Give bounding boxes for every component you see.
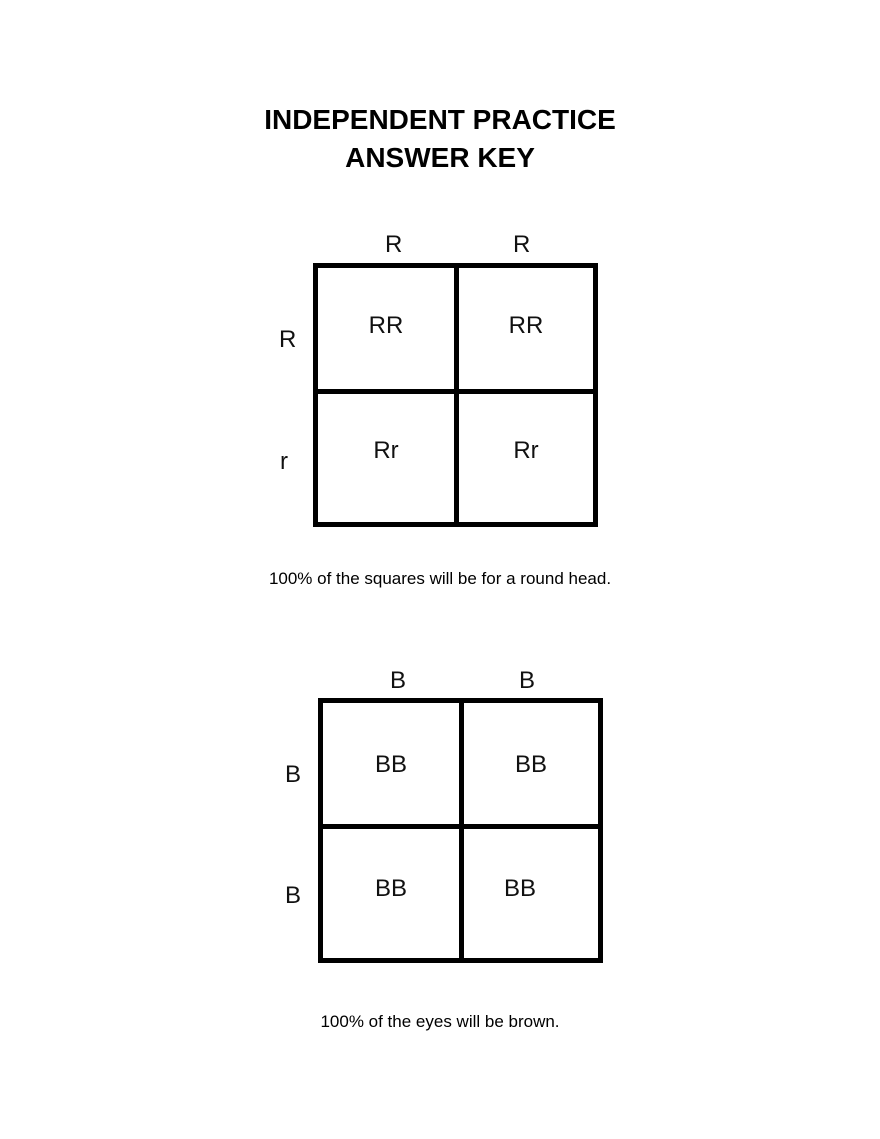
- answer-caption-1: 100% of the squares will be for a round head.: [268, 569, 612, 588]
- punnett-square-1: [260, 222, 620, 542]
- cell-r2c1: BB: [374, 875, 407, 902]
- grid-divider-vertical: [454, 268, 459, 522]
- side-allele-2: B: [285, 882, 302, 909]
- page-title: INDEPENDENT PRACTICE: [264, 104, 616, 135]
- cell-r2c2: BB: [503, 875, 536, 902]
- side-allele-1: R: [279, 326, 297, 353]
- top-allele-1: B: [390, 667, 407, 694]
- grid-divider-vertical: [459, 703, 464, 958]
- grid-divider-horizontal: [318, 389, 593, 394]
- side-allele-1: B: [285, 761, 302, 788]
- punnett-grid: [313, 263, 598, 527]
- punnett-square-2: [265, 658, 625, 978]
- cell-r1c1: BB: [374, 751, 407, 778]
- cell-r1c1: RR: [368, 312, 404, 339]
- top-allele-1: R: [385, 231, 403, 258]
- side-allele-2: r: [280, 448, 288, 475]
- answer-caption-2: 100% of the eyes will be brown.: [320, 1012, 560, 1031]
- cell-r1c2: BB: [514, 751, 547, 778]
- top-allele-2: R: [513, 231, 531, 258]
- grid-divider-horizontal: [323, 824, 598, 829]
- page-subtitle: ANSWER KEY: [345, 142, 535, 173]
- cell-r2c2: Rr: [513, 437, 539, 464]
- top-allele-2: B: [519, 667, 536, 694]
- punnett-grid: [318, 698, 603, 963]
- cell-r2c1: Rr: [373, 437, 399, 464]
- cell-r1c2: RR: [508, 312, 544, 339]
